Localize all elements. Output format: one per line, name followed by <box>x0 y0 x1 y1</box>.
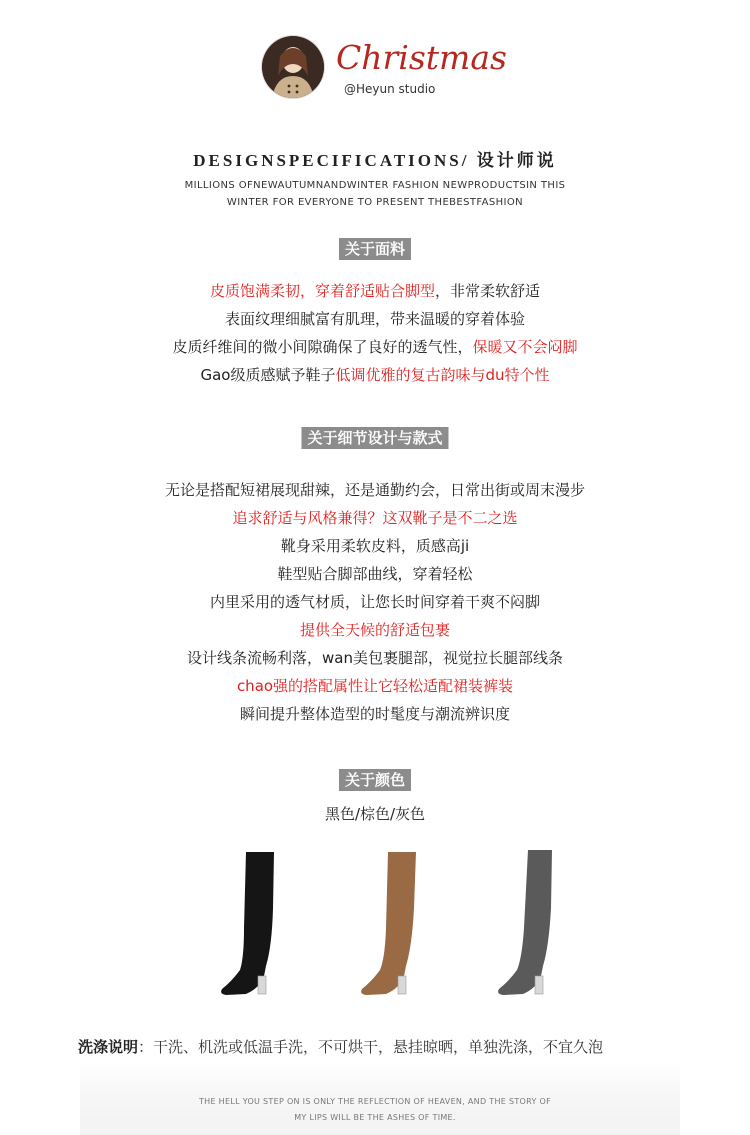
wash-instructions <box>78 1036 603 1057</box>
avatar <box>262 36 324 98</box>
detail-heading-badge: 关于细节设计与款式 <box>301 427 448 449</box>
design-subtitle-line-1: MILLIONS OFNEWAUTUMNANDWINTER FASHION NEWPRODUCTSIN THIS <box>184 180 566 191</box>
brand-handle: @Heyun studio <box>344 82 436 96</box>
detail-line-highlight: 追求舒适与风格兼得？这双靴子是不二之选 <box>232 509 518 527</box>
fabric-line-1-rest: ，非常柔软舒适 <box>435 282 541 300</box>
fabric-line-3 <box>0 333 750 361</box>
fabric-line-3-highlight: 保暖又不会闷脚 <box>472 338 578 356</box>
black-boot-image <box>221 852 274 995</box>
detail-line: 设计线条流畅利落，wan美包裹腿部，视觉拉长腿部线条 <box>187 649 563 667</box>
footer-quote-line-1: THE HELL YOU STEP ON IS ONLY THE REFLECTION OF HEAVEN, AND THE STORY OF <box>198 1097 552 1106</box>
fabric-line-3-text: 皮质纤维间的微小间隙确保了良好的透气性， <box>172 338 473 356</box>
detail-line-highlight: 提供全天候的舒适包裹 <box>299 621 450 639</box>
footer-quote-line-2: MY LIPS WILL BE THE ASHES OF TIME. <box>294 1113 456 1122</box>
fabric-line-2: 表面纹理细腻富有肌理，带来温暖的穿着体验 <box>224 310 525 328</box>
wash-text: ：干洗、机洗或低温手洗，不可烘干，悬挂晾晒，单独洗涤，不宜久泡 <box>138 1038 604 1056</box>
fabric-line-1-highlight: 皮质饱满柔韧，穿着舒适贴合脚型 <box>209 282 435 300</box>
detail-line: 无论是搭配短裙展现甜辣，还是通勤约会，日常出街或周末漫步 <box>164 481 585 499</box>
fabric-line-4 <box>0 361 750 389</box>
detail-line-highlight: chao强的搭配属性让它轻松适配裙装裤装 <box>236 677 514 695</box>
brown-boot-image <box>361 852 416 995</box>
wash-label: 洗涤说明 <box>78 1038 139 1056</box>
colors-list: 黑色/棕色/灰色 <box>324 805 426 823</box>
fabric-line-4-text: Gao级质感赋予鞋子 <box>200 366 336 384</box>
detail-line: 靴身采用柔软皮料，质感高ji <box>280 537 470 555</box>
colors-heading-badge: 关于颜色 <box>339 769 411 791</box>
design-title: DESIGNSPECIFICATIONS/ 设计师说 <box>193 151 557 170</box>
detail-line: 瞬间提升整体造型的时髦度与潮流辨识度 <box>239 705 510 723</box>
boots-product-image <box>0 848 750 998</box>
fabric-heading-badge: 关于面料 <box>339 238 411 260</box>
fabric-line-4-highlight: 低调优雅的复古韵味与du特个性 <box>335 366 550 384</box>
brand-logo-script: Christmas <box>336 38 507 77</box>
grey-boot-image <box>498 850 552 995</box>
design-subtitle-line-2: WINTER FOR EVERYONE TO PRESENT THEBESTFASHION <box>226 197 524 208</box>
detail-line: 鞋型贴合脚部曲线，穿着轻松 <box>277 565 473 583</box>
detail-line: 内里采用的透气材质，让您长时间穿着干爽不闷脚 <box>209 593 540 611</box>
fabric-line-1 <box>0 277 750 305</box>
